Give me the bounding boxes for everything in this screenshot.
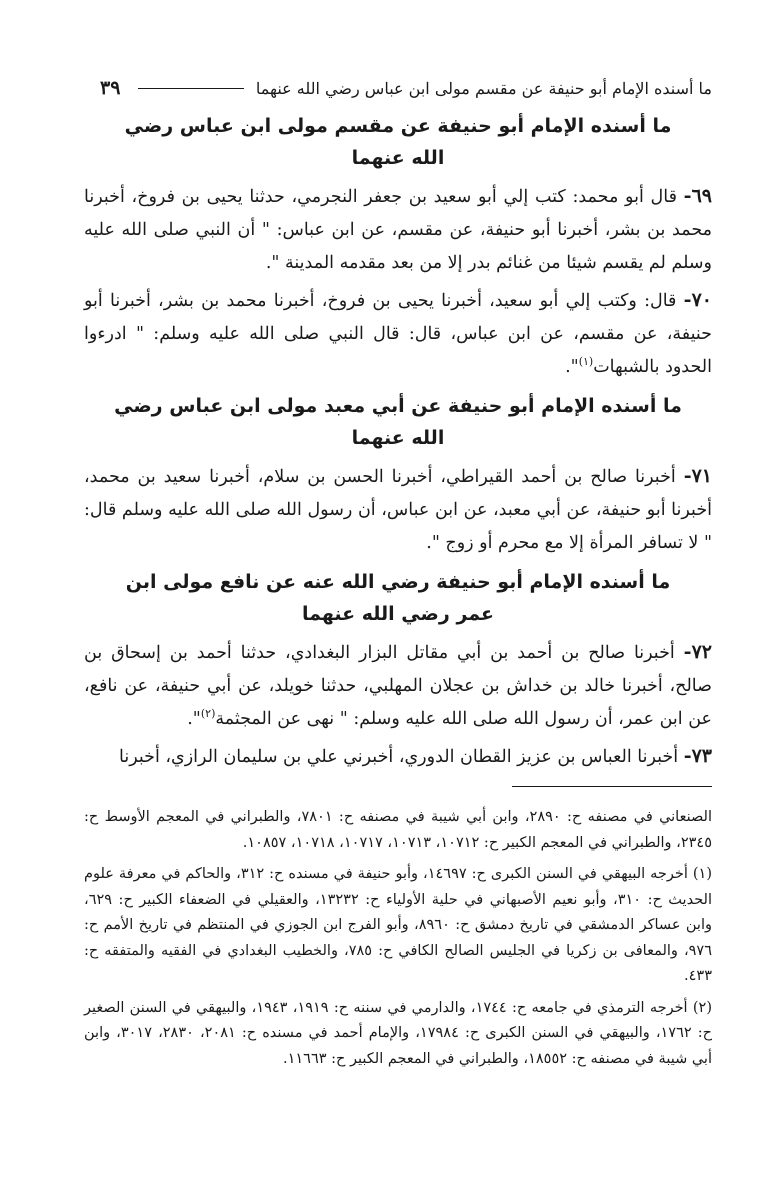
footnote-marker: (٢) <box>692 999 712 1016</box>
section-heading: ما أسنده الإمام أبو حنيفة عن مقسم مولى ابن عباس رضي الله عنهما <box>124 115 672 169</box>
hadith-text-tail: ". <box>187 709 201 729</box>
hadith-paragraph <box>84 180 712 280</box>
hadith-paragraph <box>84 460 712 560</box>
footnote-text: أخرجه الترمذي في جامعه ح: ١٧٤٤، والدارمي في سننه ح: ١٩١٩، ١٩٤٣، والبيهقي في السنن الصغير ح: ١٧٦٢، والبيهقي في السنن الكبرى ح: ١٧٩٨٤، والإمام أحمد في مسنده ح: ٢٠٨١، ٢٨٣٠، ٣٠١٧، وابن أبي شيبة في مصنفه ح: ١٨٥٥٢، والطبراني في المعجم الكبير ح: ١١٦٦٣. <box>84 999 712 1067</box>
footnote <box>84 862 712 990</box>
page-number: ٣٩ <box>100 77 121 99</box>
hadith-paragraph <box>84 636 712 736</box>
footnote-marker: (١) <box>692 866 712 882</box>
hadith-number: ٦٩- <box>683 185 712 207</box>
hadith-text: قال: وكتب إلي أبو سعيد، أخبرنا يحيى بن فروخ، أخبرنا محمد بن بشر، أخبرنا أبو حنيفة، عن مقسم، عن ابن عباس، قال: قال النبي صلى الله عليه وسلم: " ادرءوا الحدود بالشبهات <box>84 291 712 377</box>
footnote-reference[interactable]: (٢) <box>200 707 216 721</box>
footnote-continuation: الصنعاني في مصنفه ح: ٢٨٩٠، وابن أبي شيبة في مصنفه ح: ٧٨٠١، والطبراني في المعجم الأوسط ح: ٢٣٤٥، والطبراني في المعجم الكبير ح: ١٠٧١٢، ١٠٧١٣، ١٠٧١٧، ١٠٧١٨، ١٠٨٥٧. <box>84 809 712 851</box>
hadith-text: أخبرنا صالح بن أحمد بن أبي مقاتل البزار البغدادي، حدثنا أحمد بن إسحاق بن صالح، أخبرنا خالد بن خداش بن عجلان المهلبي، حدثنا خويلد، عن أبي حنيفة، عن نافع، عن ابن عمر، أن رسول الله صلى الله عليه وسلم: " نهى عن المجثمة <box>84 643 712 729</box>
hadith-paragraph <box>84 284 712 384</box>
footnote-text: أخرجه البيهقي في السنن الكبرى ح: ١٤٦٩٧، وأبو حنيفة في مسنده ح: ٣١٢، والحاكم في معرفة علوم الحديث ح: ٣١٠، وأبو نعيم الأصبهاني في حلية الأولياء ح: ١٣٢٣٢، والعقيلي في الضعفاء الكبير ح: ٦٢٩، وابن عساكر الدمشقي في تاريخ دمشق ح: ٨٩٦٠، وأبو الفرج ابن الجوزي في المنتظم في تاريخ الأمم ح: ٩٧٦، والمعافى بن زكريا في الجليس الصالح الكافي ح: ٧٨٥، والخطيب البغدادي في الفقيه والمتفقه ح: ٤٣٣. <box>84 866 713 984</box>
section-heading: ما أسنده الإمام أبو حنيفة رضي الله عنه عن نافع مولى ابن عمر رضي الله عنهما <box>125 571 671 625</box>
hadith-number: ٧٠- <box>683 289 712 311</box>
footnote-reference[interactable]: (١) <box>578 355 594 369</box>
footnotes <box>84 805 712 1072</box>
running-head-title: ما أسنده الإمام أبو حنيفة عن مقسم مولى ابن عباس رضي الله عنهما <box>255 78 712 98</box>
footnote <box>84 996 712 1073</box>
hadith-text: أخبرنا العباس بن عزيز القطان الدوري، أخبرني علي بن سليمان الرازي، أخبرنا <box>119 747 679 767</box>
hadith-text-tail: ". <box>565 357 579 377</box>
running-head-rule <box>138 88 243 89</box>
hadith-number: ٧١- <box>683 465 712 487</box>
section-heading: ما أسنده الإمام أبو حنيفة عن أبي معبد مولى ابن عباس رضي الله عنهما <box>114 395 682 449</box>
hadith-number: ٧٢- <box>683 641 712 663</box>
hadith-text: قال أبو محمد: كتب إلي أبو سعيد بن جعفر النجرمي، حدثنا يحيى بن فروخ، أخبرنا محمد بن بشر، أخبرنا أبو حنيفة، عن مقسم، عن ابن عباس: " أن النبي صلى الله عليه وسلم لم يقسم شيئا من غنائم بدر إلا من بعد مقدمه المدينة ". <box>84 187 712 273</box>
book-page <box>84 72 712 1142</box>
hadith-number: ٧٣- <box>683 745 712 767</box>
running-head <box>84 72 712 104</box>
hadith-text: أخبرنا صالح بن أحمد القيراطي، أخبرنا الحسن بن سلام، أخبرنا سعيد بن محمد، أخبرنا أبو حنيفة، عن أبي معبد، عن ابن عباس، أن رسول الله صلى الله عليه وسلم قال: " لا تسافر المرأة إلا مع محرم أو زوج ". <box>84 467 712 553</box>
hadith-paragraph <box>84 740 712 774</box>
footnote-separator <box>512 786 712 787</box>
